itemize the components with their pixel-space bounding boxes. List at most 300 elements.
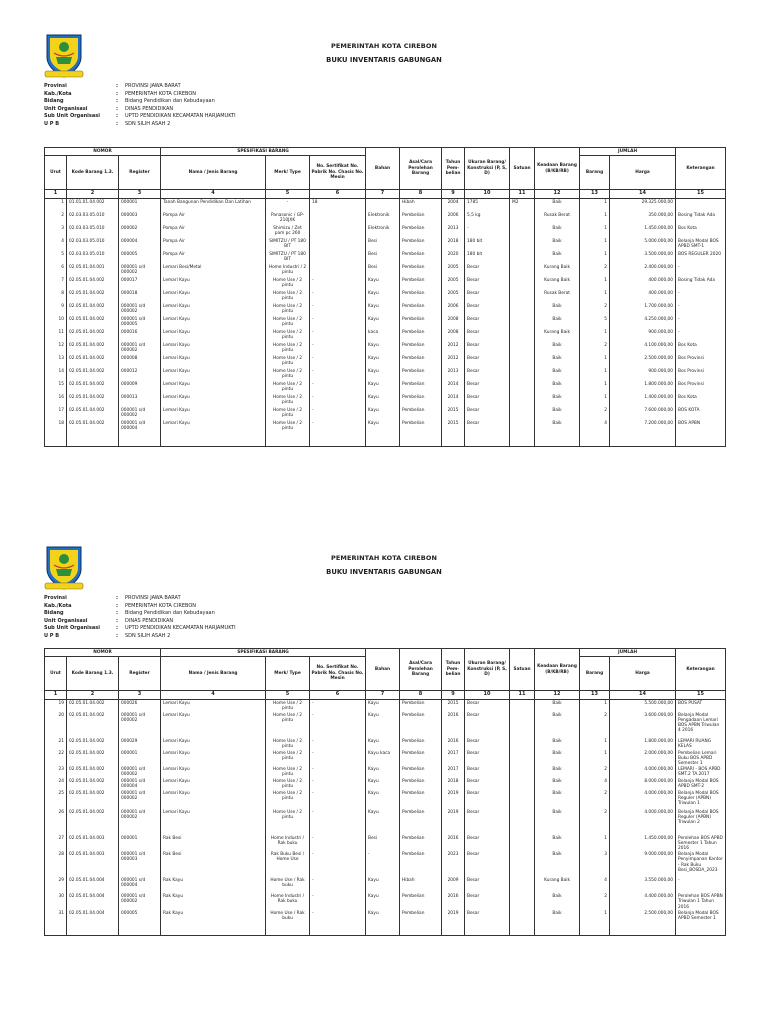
header-nama: Nama / Jenis Barang — [161, 657, 266, 691]
header-jumlah: JUMLAH — [580, 148, 676, 156]
cell-bahan: Kayu — [366, 355, 400, 368]
cell-nama-barang: Lemari Kayu — [161, 342, 266, 355]
cell-ukuran: Besar — [465, 264, 510, 277]
cell-keadaan: Baik — [535, 394, 580, 407]
cell-harga: 1.450.000,00 — [610, 225, 676, 238]
info-row — [44, 603, 236, 611]
cell-keadaan: Kurang Baik — [535, 329, 580, 342]
empty-cell — [310, 928, 366, 936]
cell-harga: 29.325.000,00 — [610, 199, 676, 212]
header-nomor: NOMOR — [45, 649, 161, 657]
info-block — [44, 595, 236, 641]
column-number: 3 — [119, 691, 161, 700]
info-value: UPTD PENDIDIKAN KECAMATAN HARJAMUKTI — [125, 625, 236, 632]
cell-nama-barang: Tanah Bangunan Pendidikan Dan Latihan — [161, 199, 266, 212]
cell-keterangan: Perolehan BOS APBD Semester 1 Tahun 2016 — [676, 835, 726, 852]
cell-jumlah-barang: 2 — [580, 893, 610, 910]
cell-jumlah-barang: 1 — [580, 355, 610, 368]
cell-bahan: Kayu — [366, 700, 400, 712]
cell-register: 000001 — [119, 750, 161, 767]
header-harga: Harga — [610, 657, 676, 691]
cell-jumlah-barang: 1 — [580, 394, 610, 407]
cell-kode-barang: 02.05.01.04.002 — [67, 738, 119, 750]
empty-cell — [400, 928, 442, 936]
column-number: 9 — [442, 190, 465, 199]
cell-register: 000001 s/d 000005 — [119, 316, 161, 329]
cell-harga: 1.400.000,00 — [610, 394, 676, 407]
header-satuan: Satuan — [510, 649, 535, 691]
column-number: 11 — [510, 190, 535, 199]
info-row — [44, 91, 236, 99]
cell-asal-perolehan: Pembelian — [400, 778, 442, 789]
cell-sertifikat: - — [310, 355, 366, 368]
cell-row-number: 27 — [45, 835, 67, 852]
cell-row-number: 30 — [45, 893, 67, 910]
cell-register: 000008 — [119, 355, 161, 368]
cell-keterangan: Belanja Modal BOS APBD Semester 1 — [676, 910, 726, 928]
cell-nama-barang: Lemari Kayu — [161, 303, 266, 316]
cell-row-number: 15 — [45, 381, 67, 394]
table-row — [45, 238, 726, 251]
cell-row-number: 21 — [45, 738, 67, 750]
cell-sertifikat: - — [310, 809, 366, 835]
info-label: Provinsi — [44, 595, 67, 601]
cell-sertifikat: - — [310, 778, 366, 789]
table-row — [45, 420, 726, 433]
cell-keadaan: Baik — [535, 790, 580, 809]
cell-sertifikat: - — [310, 893, 366, 910]
cell-jumlah-barang: 4 — [580, 420, 610, 433]
info-row — [44, 618, 236, 626]
cell-harga: 900.000,00 — [610, 368, 676, 381]
cell-tahun: 2013 — [442, 368, 465, 381]
header-sertifikat: No. Sertifikat No. Pabrik No. Chasis No. Mesin — [310, 657, 366, 691]
cell-tahun: 2016 — [442, 893, 465, 910]
cell-ukuran: Besar — [465, 712, 510, 738]
cell-satuan — [510, 238, 535, 251]
header-row-groups — [45, 148, 726, 156]
cell-bahan: Kayu — [366, 910, 400, 928]
cell-harga: 8.000.000,00 — [610, 778, 676, 789]
cell-bahan: Kayu — [366, 809, 400, 835]
cell-keterangan: Bos Kota — [676, 225, 726, 238]
cell-tahun: 2004 — [442, 199, 465, 212]
cell-keadaan: Baik — [535, 835, 580, 852]
cell-merk-type: Home Industri / Rak buku — [266, 893, 310, 910]
empty-cell — [45, 928, 67, 936]
info-value: SDN SILIH ASAH 2 — [125, 632, 171, 639]
column-number: 5 — [266, 190, 310, 199]
cell-merk-type: Home Use / Rak buku — [266, 910, 310, 928]
empty-cell — [161, 928, 266, 936]
cell-satuan — [510, 712, 535, 738]
cell-merk-type: Home Use / 2 pintu — [266, 394, 310, 407]
cell-register: 000026 — [119, 700, 161, 712]
cell-register: 000013 — [119, 394, 161, 407]
cell-tahun: 2017 — [442, 766, 465, 778]
table-row — [45, 712, 726, 738]
empty-cell — [676, 928, 726, 936]
cell-register: 000001 s/d 000002 — [119, 264, 161, 277]
government-title: PEMERINTAH KOTA CIREBON — [331, 554, 437, 562]
column-number: 8 — [400, 190, 442, 199]
cell-merk-type: SIMITZU / PT 180 BIT — [266, 238, 310, 251]
info-label: U P B — [44, 120, 60, 127]
cell-nama-barang: Rak Besi — [161, 835, 266, 852]
header-merk: Merk/ Type — [266, 156, 310, 190]
column-number: 15 — [676, 691, 726, 700]
cell-merk-type: - — [266, 199, 310, 212]
table-row — [45, 790, 726, 809]
cell-sertifikat: - — [310, 910, 366, 928]
cell-row-number: 18 — [45, 420, 67, 433]
cell-merk-type: Home Use / 2 pintu — [266, 809, 310, 835]
cell-asal-perolehan: Pembelian — [400, 264, 442, 277]
cell-harga: 4.000.000,00 — [610, 790, 676, 809]
cell-asal-perolehan: Pembelian — [400, 700, 442, 712]
cell-merk-type: Home Use / 2 pintu — [266, 712, 310, 738]
empty-cell — [535, 928, 580, 936]
header-tahun: Tahun Pem- belian — [442, 148, 465, 190]
cell-keterangan: Bosing Tidak Ada — [676, 277, 726, 290]
column-number: 2 — [67, 691, 119, 700]
cell-kode-barang: 02.05.01.04.002 — [67, 407, 119, 420]
cell-jumlah-barang: 4 — [580, 877, 610, 893]
cell-sertifikat: - — [310, 851, 366, 877]
cell-sertifikat: - — [310, 790, 366, 809]
cell-merk-type: Home Use / Rak buku — [266, 877, 310, 893]
cell-bahan: Kayu — [366, 407, 400, 420]
cell-row-number: 4 — [45, 238, 67, 251]
cell-keterangan: BOS KOTA — [676, 407, 726, 420]
cell-merk-type: Home Industri / Rak buku — [266, 835, 310, 852]
empty-cell — [580, 433, 610, 447]
cell-merk-type: Home Use / 2 pintu — [266, 700, 310, 712]
cell-bahan: Kayu — [366, 712, 400, 738]
cell-row-number: 6 — [45, 264, 67, 277]
cell-merk-type: Home Use / 2 pintu — [266, 329, 310, 342]
cell-asal-perolehan: Pembelian — [400, 809, 442, 835]
header-harga: Harga — [610, 156, 676, 190]
empty-cell — [465, 928, 510, 936]
cell-bahan: Kayu — [366, 420, 400, 433]
cell-ukuran: Besar — [465, 766, 510, 778]
cell-asal-perolehan: Pembelian — [400, 290, 442, 303]
cell-asal-perolehan: Pembelian — [400, 329, 442, 342]
cell-merk-type: Home Industri / 2 pintu — [266, 264, 310, 277]
cell-ukuran: 180 bit — [465, 251, 510, 264]
cell-register: 000001 s/d 000002 — [119, 809, 161, 835]
empty-cell — [266, 433, 310, 447]
cell-kode-barang: 02.05.01.04.004 — [67, 877, 119, 893]
cell-ukuran: Besar — [465, 809, 510, 835]
cell-ukuran: Besar — [465, 790, 510, 809]
column-number: 10 — [465, 691, 510, 700]
table-row — [45, 290, 726, 303]
cell-ukuran: Besar — [465, 355, 510, 368]
cell-ukuran: Besar — [465, 700, 510, 712]
inventory-table — [44, 147, 726, 447]
cell-keadaan: Baik — [535, 851, 580, 877]
cell-register: 000001 s/d 000004 — [119, 420, 161, 433]
cell-merk-type: Home Use / 2 pintu — [266, 303, 310, 316]
empty-cell — [580, 928, 610, 936]
cell-asal-perolehan: Pembelian — [400, 368, 442, 381]
cell-tahun: 2020 — [442, 251, 465, 264]
cell-register: 000001 — [119, 835, 161, 852]
cell-harga: 1.800.000,00 — [610, 738, 676, 750]
cell-keterangan: Bos Kota — [676, 342, 726, 355]
cell-nama-barang: Lemari Kayu — [161, 700, 266, 712]
cell-keterangan: Belanja Modal Penyimpanan Kantor - Rak Buku Besi_BOSDA_2023 — [676, 851, 726, 877]
info-colon: : — [116, 625, 118, 632]
column-number: 6 — [310, 691, 366, 700]
empty-cell — [161, 433, 266, 447]
cell-tahun: 2018 — [442, 238, 465, 251]
cell-jumlah-barang: 1 — [580, 329, 610, 342]
column-number: 8 — [400, 691, 442, 700]
cell-satuan — [510, 329, 535, 342]
cell-satuan — [510, 750, 535, 767]
cell-jumlah-barang: 1 — [580, 910, 610, 928]
cell-register: 000005 — [119, 910, 161, 928]
cell-satuan — [510, 290, 535, 303]
cell-kode-barang: 02.05.01.04.004 — [67, 910, 119, 928]
cell-ukuran: Besar — [465, 316, 510, 329]
cell-harga: 2.400.000,00 — [610, 264, 676, 277]
info-row — [44, 121, 236, 129]
cell-jumlah-barang: 1 — [580, 700, 610, 712]
cell-merk-type: Home Use / 2 pintu — [266, 750, 310, 767]
cell-satuan — [510, 809, 535, 835]
cell-keadaan: Baik — [535, 750, 580, 767]
cell-jumlah-barang: 1 — [580, 381, 610, 394]
cell-bahan — [366, 199, 400, 212]
empty-cell — [610, 928, 676, 936]
info-value: UPTD PENDIDIKAN KECAMATAN HARJAMUKTI — [125, 113, 236, 120]
cell-sertifikat: - — [310, 277, 366, 290]
cell-satuan — [510, 766, 535, 778]
header-tahun: Tahun Pem- belian — [442, 649, 465, 691]
cell-register: 000001 s/d 000004 — [119, 778, 161, 789]
table-row — [45, 910, 726, 928]
header-bahan: Bahan — [366, 649, 400, 691]
cell-harga: 3.600.000,00 — [610, 712, 676, 738]
cell-nama-barang: Lemari Kayu — [161, 750, 266, 767]
cell-asal-perolehan: Pembelian — [400, 790, 442, 809]
cell-keadaan: Kurang Baik — [535, 264, 580, 277]
info-label: Sub Unit Organisasi — [44, 113, 100, 120]
cell-sertifikat: - — [310, 329, 366, 342]
cell-ukuran: Besar — [465, 381, 510, 394]
header-asal: Asal/Cara Perolehan Barang — [400, 148, 442, 190]
empty-cell — [119, 433, 161, 447]
cell-tahun: 2015 — [442, 700, 465, 712]
cell-satuan — [510, 877, 535, 893]
cell-keterangan: Bos Provinsi — [676, 381, 726, 394]
cell-merk-type: Home Use / 2 pintu — [266, 368, 310, 381]
government-title: PEMERINTAH KOTA CIREBON — [331, 42, 437, 50]
cell-nama-barang: Lemari Kayu — [161, 394, 266, 407]
cell-nama-barang: Lemari Kayu — [161, 381, 266, 394]
cell-tahun: 2006 — [442, 303, 465, 316]
cell-keadaan: Baik — [535, 420, 580, 433]
table-row — [45, 251, 726, 264]
cell-jumlah-barang: 2 — [580, 712, 610, 738]
cell-keterangan: - — [676, 329, 726, 342]
header-satuan: Satuan — [510, 148, 535, 190]
cell-satuan — [510, 790, 535, 809]
info-colon: : — [116, 90, 118, 97]
cell-sertifikat: - — [310, 835, 366, 852]
header-keterangan: Keterangan — [676, 148, 726, 190]
cell-harga: 350.000,00 — [610, 212, 676, 225]
cell-register: 000003 — [119, 212, 161, 225]
cell-satuan — [510, 394, 535, 407]
cell-sertifikat — [310, 251, 366, 264]
cell-register: 000001 s/d 000002 — [119, 407, 161, 420]
table-row — [45, 750, 726, 767]
cell-row-number: 19 — [45, 700, 67, 712]
cell-kode-barang: 02.05.01.04.002 — [67, 277, 119, 290]
table-row — [45, 199, 726, 212]
cell-row-number: 25 — [45, 790, 67, 809]
cell-sertifikat — [310, 212, 366, 225]
cell-merk-type: Home Use / 2 pintu — [266, 277, 310, 290]
cell-ukuran: Besar — [465, 303, 510, 316]
info-label: Sub Unit Organisasi — [44, 625, 100, 632]
cell-tahun: 2008 — [442, 329, 465, 342]
empty-cell — [610, 433, 676, 447]
empty-cell — [442, 928, 465, 936]
cell-nama-barang: Pompa Air — [161, 251, 266, 264]
cell-tahun: 2017 — [442, 750, 465, 767]
header-kode: Kode Barang 1.3. — [67, 156, 119, 190]
cell-ukuran: 1785 — [465, 199, 510, 212]
info-label: Kab./Kota — [44, 602, 72, 609]
cell-bahan: Kayu — [366, 290, 400, 303]
cell-tahun: 2005 — [442, 264, 465, 277]
cell-asal-perolehan: Pembelian — [400, 303, 442, 316]
info-value: PROVINSI JAWA BARAT — [125, 595, 181, 601]
cell-kode-barang: 02.05.01.04.002 — [67, 750, 119, 767]
cell-ukuran: Besar — [465, 851, 510, 877]
column-number: 4 — [161, 691, 266, 700]
empty-cell — [310, 433, 366, 447]
column-number: 1 — [45, 190, 67, 199]
cell-ukuran: Besar — [465, 750, 510, 767]
cell-kode-barang: 02.03.03.05.010 — [67, 238, 119, 251]
table-row — [45, 835, 726, 852]
cell-asal-perolehan: Pembelian — [400, 712, 442, 738]
cell-satuan — [510, 835, 535, 852]
cell-harga: 4.100.000,00 — [610, 342, 676, 355]
cell-tahun: 2023 — [442, 851, 465, 877]
cell-row-number: 12 — [45, 342, 67, 355]
cell-tahun: 2018 — [442, 778, 465, 789]
header-barang: Barang — [580, 657, 610, 691]
empty-cell — [510, 433, 535, 447]
cell-jumlah-barang: 3 — [580, 851, 610, 877]
cell-bahan: Kayu — [366, 277, 400, 290]
table-row — [45, 851, 726, 877]
cell-harga: 900.000,00 — [610, 329, 676, 342]
cell-asal-perolehan: Pembelian — [400, 750, 442, 767]
empty-cell — [676, 433, 726, 447]
cell-satuan — [510, 316, 535, 329]
info-value: Bidang Pendidikan dan Kebudayaan — [125, 610, 215, 617]
cell-sertifikat — [310, 238, 366, 251]
cell-keterangan: - — [676, 316, 726, 329]
cell-harga: 400.000,00 — [610, 277, 676, 290]
cell-register: 000001 s/d 000002 — [119, 790, 161, 809]
column-number: 5 — [266, 691, 310, 700]
cell-keterangan — [676, 199, 726, 212]
empty-cell — [67, 928, 119, 936]
table-row — [45, 877, 726, 893]
cell-satuan — [510, 303, 535, 316]
cell-asal-perolehan: Pembelian — [400, 910, 442, 928]
info-colon: : — [116, 83, 118, 89]
cell-keadaan: Baik — [535, 355, 580, 368]
cell-tahun: 2016 — [442, 835, 465, 852]
cell-keadaan: Baik — [535, 303, 580, 316]
header-keterangan: Keterangan — [676, 649, 726, 691]
cell-ukuran: Besar — [465, 910, 510, 928]
cell-register: 000029 — [119, 738, 161, 750]
cell-nama-barang: Rak Kayu — [161, 877, 266, 893]
cell-bahan: Besi — [366, 251, 400, 264]
table-row — [45, 329, 726, 342]
cell-sertifikat: - — [310, 342, 366, 355]
cell-kode-barang: 02.05.01.04.002 — [67, 766, 119, 778]
cell-kode-barang: 02.05.01.04.002 — [67, 700, 119, 712]
cell-row-number: 14 — [45, 368, 67, 381]
cell-bahan: Kayu — [366, 303, 400, 316]
cell-bahan: Kayu — [366, 316, 400, 329]
header-row-numbers — [45, 190, 726, 199]
cell-kode-barang: 02.05.01.04.002 — [67, 290, 119, 303]
cell-keadaan: Baik — [535, 225, 580, 238]
cell-asal-perolehan: Hibah — [400, 199, 442, 212]
cell-asal-perolehan: Pembelian — [400, 835, 442, 852]
cell-merk-type: Home Use / 2 pintu — [266, 790, 310, 809]
header-urut: Urut — [45, 657, 67, 691]
cell-bahan: Kayu — [366, 877, 400, 893]
cell-tahun: 2008 — [442, 316, 465, 329]
cell-merk-type: Rak Buku Besi / Home Use — [266, 851, 310, 877]
cell-nama-barang: Rak Besi — [161, 851, 266, 877]
cell-register: 000017 — [119, 277, 161, 290]
cell-nama-barang: Lemari Kayu — [161, 368, 266, 381]
cell-kode-barang: 02.03.03.05.010 — [67, 251, 119, 264]
cell-satuan: M2 — [510, 199, 535, 212]
column-number: 14 — [610, 190, 676, 199]
column-number: 4 — [161, 190, 266, 199]
cell-keterangan: Perolehan BOS APBN Triwulan 1 Tahun 2016 — [676, 893, 726, 910]
empty-cell — [510, 928, 535, 936]
cell-keterangan: - — [676, 264, 726, 277]
cell-jumlah-barang: 1 — [580, 212, 610, 225]
cell-row-number: 26 — [45, 809, 67, 835]
info-value: SDN SILIH ASAH 2 — [125, 120, 171, 127]
cell-row-number: 22 — [45, 750, 67, 767]
info-value: PROVINSI JAWA BARAT — [125, 83, 181, 89]
cell-keadaan: Baik — [535, 238, 580, 251]
cell-row-number: 3 — [45, 225, 67, 238]
cell-jumlah-barang: 1 — [580, 750, 610, 767]
table-row — [45, 700, 726, 712]
